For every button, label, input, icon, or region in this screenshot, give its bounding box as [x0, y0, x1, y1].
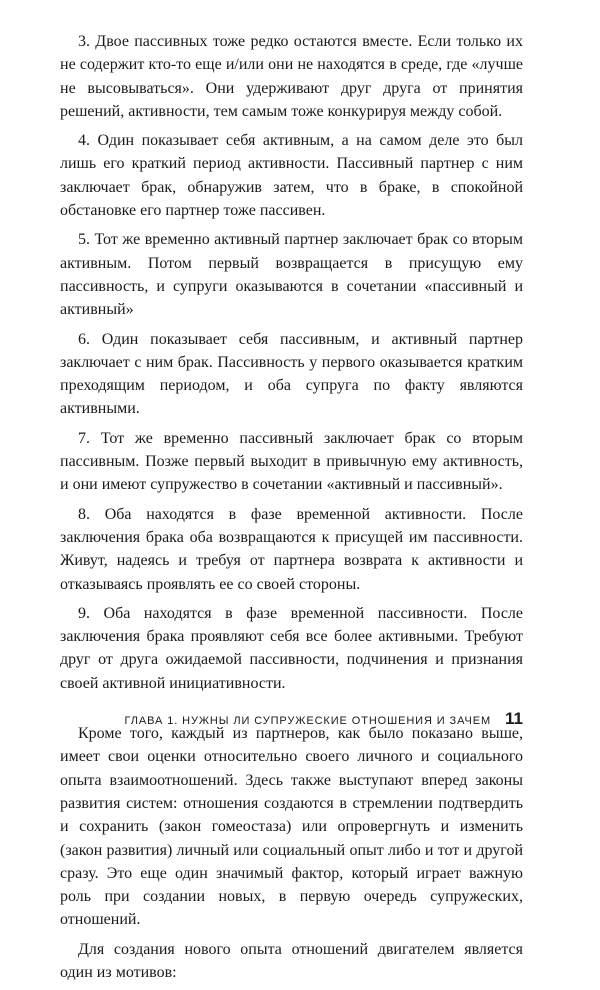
- paragraph-motives-intro: Для создания нового опыта отношений двигателем является один из мотивов:: [60, 940, 523, 981]
- paragraph-item-6: 6. Один показывает себя пассивным, и активный партнер заключает с ним брак. Пассивность у первого оказывается кратким преходящим периодом, и оба супруга по факту являются активными.: [60, 330, 523, 418]
- paragraph-item-4: 4. Один показывает себя активным, а на самом деле это был лишь его краткий период активности. Пассивный партнер с ним заключает брак, обнаружив затем, что в браке, в спокойной обстановке его партнер тоже пассивен.: [60, 132, 523, 220]
- paragraph-item-5: 5. Тот же временно активный партнер заключает брак со вторым активным. Потом первый возвращается в присущую ему пассивность, и супруги оказываются в сочетании «пассивный и активный»: [60, 231, 523, 319]
- paragraph-item-8: 8. Оба находятся в фазе временной активности. После заключения брака оба возвращаются к присущей им пассивности. Живут, надеясь и требуя от партнера возврата к активности и отказываясь проявлять ее со своей стороны.: [60, 505, 523, 593]
- body-text: [60, 30, 523, 990]
- page-number: 11: [505, 709, 523, 728]
- page-footer: [60, 709, 523, 733]
- paragraph-item-9: 9. Оба находятся в фазе временной пассивности. После заключения брака проявляют себя все более активными. Требуют друг от друга ожидаемой пассивности, подчинения и признания своей активной инициативности.: [60, 604, 523, 692]
- running-head: ГЛАВА 1. НУЖНЫ ЛИ СУПРУЖЕСКИЕ ОТНОШЕНИЯ И ЗАЧЕМ: [124, 715, 492, 727]
- paragraph-item-7: 7. Тот же временно пассивный заключает брак со вторым пассивным. Позже первый выходит в привычную ему активность, и они имеют супружество в сочетании «активный и пассивный».: [60, 429, 523, 494]
- paragraph-item-3: 3. Двое пассивных тоже редко остаются вместе. Если только их не содержит кто-то еще и/или они не находятся в среде, где «лучше не высовываться». Они удерживают друг друга от принятия решений, активности, тем самым тоже конкурируя между собой.: [60, 33, 523, 120]
- paragraph-partners-experience: Кроме того, каждый из партнеров, как было показано выше, имеет свои оценки относительно своего личного и социального опыта взаимоотношений. Здесь также выступают вперед законы развития систем: отношения создаются в стремлении подтвердить и сохранить (закон гомеостаза) или опровергнуть и изменить (закон развития) личный или социальный опыт либо и тот и другой сразу. Это еще один значимый фактор, который играет важную роль при создании новых, в первую очередь супружеских, отношений.: [60, 725, 523, 929]
